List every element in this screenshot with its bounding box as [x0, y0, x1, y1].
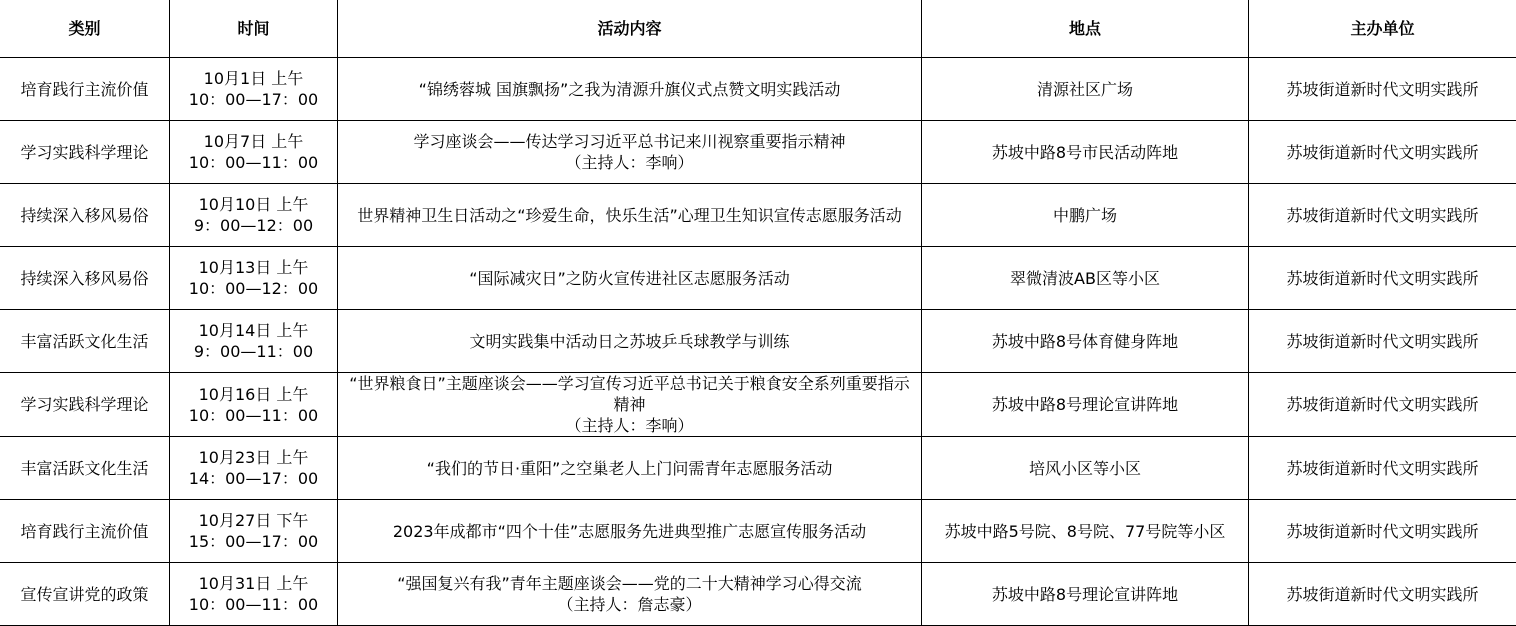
cell-organizer: 苏坡街道新时代文明实践所	[1249, 310, 1516, 373]
table-row	[0, 563, 1516, 626]
cell-time: 10月16日 上午 10：00—11：00	[170, 373, 338, 437]
cell-content: “国际减灾日”之防火宣传进社区志愿服务活动	[338, 247, 922, 310]
cell-location: 培风小区等小区	[922, 437, 1249, 500]
cell-organizer: 苏坡街道新时代文明实践所	[1249, 184, 1516, 247]
cell-time: 10月27日 下午 15：00—17：00	[170, 500, 338, 563]
cell-content: 2023年成都市“四个十佳”志愿服务先进典型推广志愿宣传服务活动	[338, 500, 922, 563]
cell-category: 丰富活跃文化生活	[0, 310, 170, 373]
table-row	[0, 121, 1516, 184]
header-row	[0, 0, 1516, 58]
cell-location: 苏坡中路5号院、8号院、77号院等小区	[922, 500, 1249, 563]
cell-location: 中鹏广场	[922, 184, 1249, 247]
cell-content: “我们的节日·重阳”之空巢老人上门问需青年志愿服务活动	[338, 437, 922, 500]
cell-time: 10月7日 上午 10：00—11：00	[170, 121, 338, 184]
cell-category: 学习实践科学理论	[0, 121, 170, 184]
header-organizer: 主办单位	[1249, 0, 1516, 58]
cell-organizer: 苏坡街道新时代文明实践所	[1249, 247, 1516, 310]
cell-location: 苏坡中路8号理论宣讲阵地	[922, 373, 1249, 437]
table-row	[0, 310, 1516, 373]
cell-category: 持续深入移风易俗	[0, 184, 170, 247]
cell-content: “强国复兴有我”青年主题座谈会——党的二十大精神学习心得交流 （主持人：詹志豪）	[338, 563, 922, 626]
cell-category: 培育践行主流价值	[0, 500, 170, 563]
table-row	[0, 500, 1516, 563]
table-row	[0, 437, 1516, 500]
header-content: 活动内容	[338, 0, 922, 58]
cell-time: 10月23日 上午 14：00—17：00	[170, 437, 338, 500]
cell-time: 10月14日 上午 9：00—11：00	[170, 310, 338, 373]
cell-content: 世界精神卫生日活动之“珍爱生命，快乐生活”心理卫生知识宣传志愿服务活动	[338, 184, 922, 247]
table-row	[0, 58, 1516, 121]
cell-category: 宣传宣讲党的政策	[0, 563, 170, 626]
cell-category: 持续深入移风易俗	[0, 247, 170, 310]
cell-content: 文明实践集中活动日之苏坡乒乓球教学与训练	[338, 310, 922, 373]
table-row	[0, 373, 1516, 437]
cell-location: 翠微清波AB区等小区	[922, 247, 1249, 310]
cell-category: 培育践行主流价值	[0, 58, 170, 121]
cell-organizer: 苏坡街道新时代文明实践所	[1249, 121, 1516, 184]
cell-organizer: 苏坡街道新时代文明实践所	[1249, 563, 1516, 626]
cell-location: 苏坡中路8号理论宣讲阵地	[922, 563, 1249, 626]
cell-content: 学习座谈会——传达学习习近平总书记来川视察重要指示精神 （主持人：李响）	[338, 121, 922, 184]
header-time: 时间	[170, 0, 338, 58]
cell-organizer: 苏坡街道新时代文明实践所	[1249, 58, 1516, 121]
cell-time: 10月13日 上午 10：00—12：00	[170, 247, 338, 310]
cell-time: 10月10日 上午 9：00—12：00	[170, 184, 338, 247]
cell-category: 丰富活跃文化生活	[0, 437, 170, 500]
cell-organizer: 苏坡街道新时代文明实践所	[1249, 373, 1516, 437]
cell-location: 苏坡中路8号市民活动阵地	[922, 121, 1249, 184]
cell-content: “世界粮食日”主题座谈会——学习宣传习近平总书记关于粮食安全系列重要指示精神 （主持人：李响）	[338, 373, 922, 437]
table-row	[0, 247, 1516, 310]
header-location: 地点	[922, 0, 1249, 58]
cell-location: 清源社区广场	[922, 58, 1249, 121]
cell-location: 苏坡中路8号体育健身阵地	[922, 310, 1249, 373]
cell-organizer: 苏坡街道新时代文明实践所	[1249, 437, 1516, 500]
header-category: 类别	[0, 0, 170, 58]
cell-organizer: 苏坡街道新时代文明实践所	[1249, 500, 1516, 563]
table-row	[0, 184, 1516, 247]
cell-time: 10月1日 上午 10：00—17：00	[170, 58, 338, 121]
cell-content: “锦绣蓉城 国旗飘扬”之我为清源升旗仪式点赞文明实践活动	[338, 58, 922, 121]
cell-time: 10月31日 上午 10：00—11：00	[170, 563, 338, 626]
cell-category: 学习实践科学理论	[0, 373, 170, 437]
